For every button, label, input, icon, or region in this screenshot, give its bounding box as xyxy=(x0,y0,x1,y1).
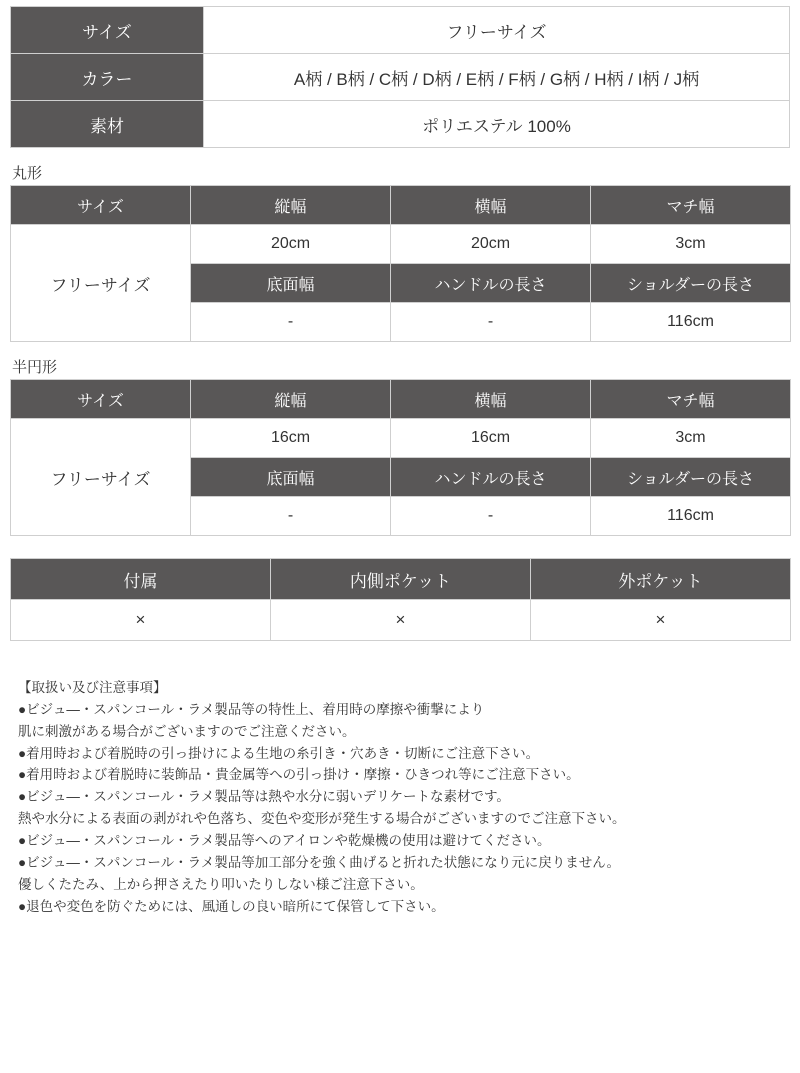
table-row xyxy=(11,419,791,458)
size-row-label: フリーサイズ xyxy=(11,225,191,342)
size-header-shoulder-length: ショルダーの長さ xyxy=(591,458,791,497)
spec-value-size: フリーサイズ xyxy=(204,7,790,54)
table-row xyxy=(11,225,791,264)
table-header-row xyxy=(11,380,791,419)
size-table-round xyxy=(10,185,791,342)
table-row xyxy=(11,54,790,101)
pocket-header-outer-pocket: 外ポケット xyxy=(531,559,791,600)
notes-section xyxy=(18,677,782,917)
size-header-height: 縦幅 xyxy=(191,186,391,225)
size-header-size: サイズ xyxy=(11,380,191,419)
size-value-bottom-width: - xyxy=(191,497,391,536)
size-value-bottom-width: - xyxy=(191,303,391,342)
size-table-halfcircle xyxy=(10,379,791,536)
spec-label-size: サイズ xyxy=(11,7,204,54)
notes-line: ●ビジュ―・スパンコール・ラメ製品等の特性上、着用時の摩擦や衝撃により xyxy=(18,701,485,717)
table-row xyxy=(11,7,790,54)
size-value-height: 20cm xyxy=(191,225,391,264)
size-value-width: 20cm xyxy=(391,225,591,264)
size-value-handle-length: - xyxy=(391,497,591,536)
pocket-header-accessory: 付属 xyxy=(11,559,271,600)
notes-line: 肌に刺激がある場合がございますのでご注意ください。 xyxy=(18,723,356,739)
size-header-width: 横幅 xyxy=(391,380,591,419)
size-header-handle-length: ハンドルの長さ xyxy=(391,264,591,303)
size-header-handle-length: ハンドルの長さ xyxy=(391,458,591,497)
notes-line: ●ビジュ―・スパンコール・ラメ製品等加工部分を強く曲げると折れた状態になり元に戻りません。 xyxy=(18,854,621,870)
size-value-gusset: 3cm xyxy=(591,419,791,458)
notes-line: 優しくたたみ、上から押さえたり叩いたりしない様ご注意下さい。 xyxy=(18,876,424,892)
size-header-width: 横幅 xyxy=(391,186,591,225)
notes-line: ●着用時および着脱時に装飾品・貴金属等への引っ掛け・摩擦・ひきつれ等にご注意下さい。 xyxy=(18,767,580,783)
size-value-shoulder-length: 116cm xyxy=(591,303,791,342)
pocket-header-inner-pocket: 内側ポケット xyxy=(271,559,531,600)
size-header-bottom-width: 底面幅 xyxy=(191,264,391,303)
size-header-size: サイズ xyxy=(11,186,191,225)
table-row xyxy=(11,101,790,148)
size-header-gusset: マチ幅 xyxy=(591,380,791,419)
pocket-value-inner-pocket: × xyxy=(271,600,531,641)
size-header-shoulder-length: ショルダーの長さ xyxy=(591,264,791,303)
pocket-value-accessory: × xyxy=(11,600,271,641)
notes-line: ●ビジュ―・スパンコール・ラメ製品等は熱や水分に弱いデリケートな素材です。 xyxy=(18,789,510,805)
size-header-bottom-width: 底面幅 xyxy=(191,458,391,497)
size-section-title-halfcircle: 半円形 xyxy=(12,359,58,376)
size-value-height: 16cm xyxy=(191,419,391,458)
spec-value-color: A柄 / B柄 / C柄 / D柄 / E柄 / F柄 / G柄 / H柄 / I柄 / J柄 xyxy=(204,54,790,101)
pocket-value-outer-pocket: × xyxy=(531,600,791,641)
table-header-row xyxy=(11,186,791,225)
size-header-height: 縦幅 xyxy=(191,380,391,419)
spec-label-material: 素材 xyxy=(11,101,204,148)
size-row-label: フリーサイズ xyxy=(11,419,191,536)
spec-label-color: カラー xyxy=(11,54,204,101)
size-value-width: 16cm xyxy=(391,419,591,458)
size-section-title-round: 丸形 xyxy=(12,165,43,182)
notes-line: ●退色や変色を防ぐためには、風通しの良い暗所にて保管して下さい。 xyxy=(18,898,445,914)
pocket-table xyxy=(10,558,791,641)
spec-value-material: ポリエステル 100% xyxy=(204,101,790,148)
size-value-shoulder-length: 116cm xyxy=(591,497,791,536)
notes-line: ●ビジュ―・スパンコール・ラメ製品等へのアイロンや乾燥機の使用は避けてください。 xyxy=(18,833,551,849)
notes-line: ●着用時および着脱時の引っ掛けによる生地の糸引き・穴あき・切断にご注意下さい。 xyxy=(18,745,540,761)
product-spec-page xyxy=(0,6,800,1073)
notes-line: 熱や水分による表面の剥がれや色落ち、変色や変形が発生する場合がございますのでご注意下さい。 xyxy=(18,811,626,827)
table-header-row xyxy=(11,559,791,600)
size-header-gusset: マチ幅 xyxy=(591,186,791,225)
size-value-gusset: 3cm xyxy=(591,225,791,264)
spec-table xyxy=(10,6,790,148)
size-value-handle-length: - xyxy=(391,303,591,342)
table-row xyxy=(11,600,791,641)
notes-title: 【取扱い及び注意事項】 xyxy=(18,680,167,695)
